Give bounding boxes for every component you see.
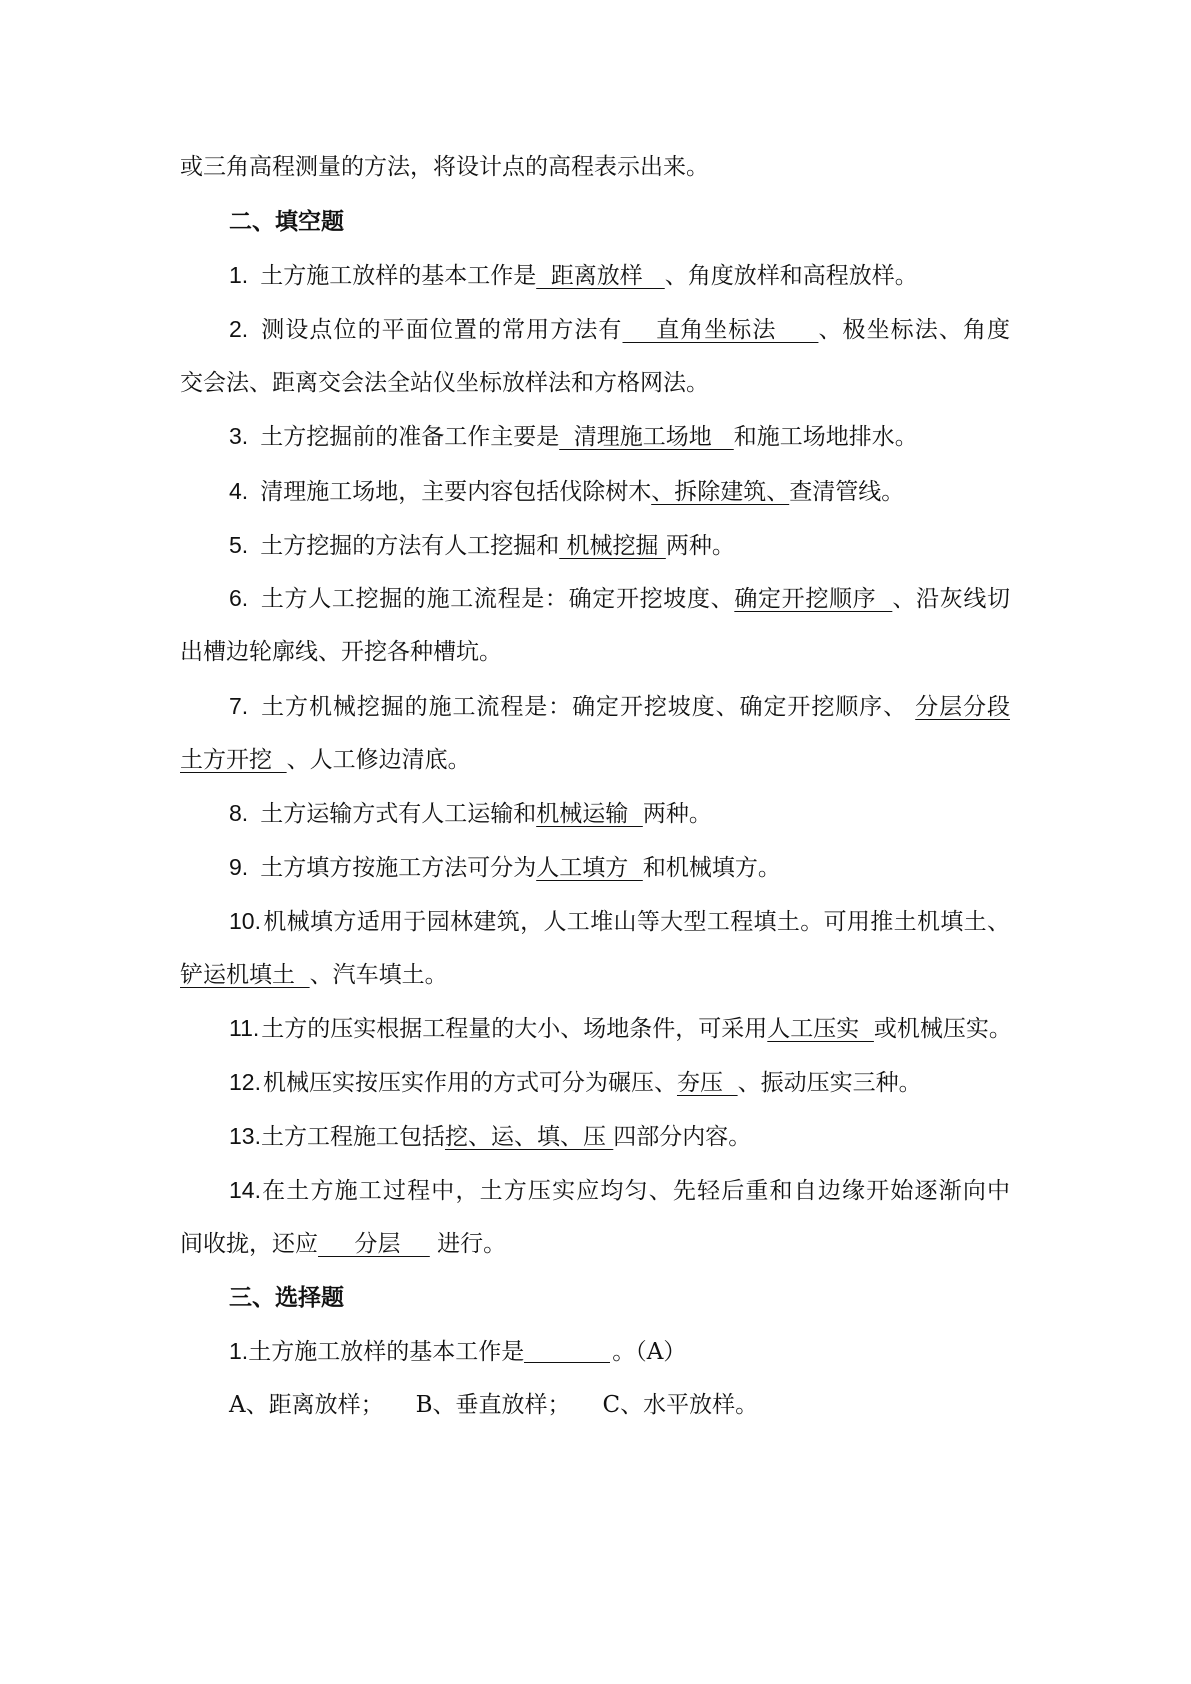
question-number: 1. xyxy=(229,262,249,288)
question-text: 在土方施工过程中，土方压实应均匀、先轻后重和自边缘开始逐渐向中 xyxy=(260,1178,1010,1204)
question-text-tail: 、沿灰线切 xyxy=(892,586,1011,612)
question-number: 14. xyxy=(229,1177,261,1203)
question-6-continuation: 出槽边轮廓线、开挖各种槽坑。 xyxy=(180,639,502,665)
question-8 xyxy=(229,798,1010,828)
question-2 xyxy=(229,314,1010,344)
answer-underlined: 人工压实 xyxy=(767,1016,874,1042)
question-text: 土方人工挖掘的施工流程是：确定开挖坡度、 xyxy=(260,586,735,612)
question-11 xyxy=(229,1013,1010,1043)
choice-options xyxy=(229,1390,1010,1420)
choice-question-1 xyxy=(229,1336,1010,1366)
question-10-continuation xyxy=(180,960,1010,990)
question-text-tail: 、角度放样和高程放样。 xyxy=(664,263,918,289)
answer-underlined: 直角坐标法 xyxy=(622,317,819,343)
question-text-tail: 进行。 xyxy=(429,1231,507,1257)
question-number: 3. xyxy=(229,423,249,449)
question-text-tail: 。（A） xyxy=(612,1339,687,1365)
question-14-continuation xyxy=(180,1229,1010,1259)
question-number: 1. xyxy=(229,1338,249,1364)
question-text: 土方挖掘前的准备工作主要是 xyxy=(260,424,560,450)
answer-underlined: 土方开挖 xyxy=(180,747,287,773)
question-text-tail: 或机械压实。 xyxy=(873,1016,1012,1042)
question-14 xyxy=(229,1175,1010,1205)
answer-underlined: 人工填方 xyxy=(536,855,643,881)
answer-underlined: 铲运机填土 xyxy=(180,962,310,988)
question-number: 12. xyxy=(229,1069,261,1095)
section-2-heading: 二、填空题 xyxy=(229,209,344,235)
question-1 xyxy=(229,260,1010,290)
question-text: 清理施工场地，主要内容包括伐除树木 xyxy=(260,479,652,505)
answer-underlined: 、拆除建筑、 xyxy=(651,479,790,505)
question-text-tail: 四部分内容。 xyxy=(613,1124,752,1150)
question-number: 8. xyxy=(229,800,249,826)
question-text-tail: 查清管线。 xyxy=(789,479,905,505)
question-number: 2. xyxy=(229,316,249,342)
answer-underlined: 分层分段 xyxy=(915,694,1010,720)
question-number: 10. xyxy=(229,908,261,934)
question-10 xyxy=(229,906,1010,936)
option-a: A、距离放样； xyxy=(229,1392,384,1418)
question-text-tail: 、振动压实三种。 xyxy=(737,1070,922,1096)
question-4 xyxy=(229,476,1010,506)
section-3-heading: 三、选择题 xyxy=(229,1285,344,1311)
answer-blank xyxy=(524,1340,610,1363)
answer-underlined: 分层 xyxy=(318,1231,430,1257)
answer-underlined: 夯压 xyxy=(676,1070,738,1096)
question-text: 机械填方适用于园林建筑，人工堆山等大型工程填土。可用推土机填土、 xyxy=(262,909,1010,935)
question-text-tail: 和施工场地排水。 xyxy=(733,424,918,450)
question-text-tail: 两种。 xyxy=(642,801,712,827)
option-c: C、水平放样。 xyxy=(602,1392,759,1418)
question-text: 土方的压实根据工程量的大小、场地条件，可采用 xyxy=(261,1016,768,1042)
option-b: B、垂直放样； xyxy=(415,1392,571,1418)
question-text-tail: 、人工修边清底。 xyxy=(286,747,471,773)
question-5 xyxy=(229,530,1010,560)
question-text: 土方工程施工包括 xyxy=(260,1124,445,1150)
question-number: 5. xyxy=(229,532,249,558)
question-text: 土方运输方式有人工运输和 xyxy=(260,801,537,827)
question-text: 土方挖掘的方法有人工挖掘和 xyxy=(260,533,560,559)
question-number: 13. xyxy=(229,1123,261,1149)
question-text: 土方施工放样的基本工作是 xyxy=(248,1339,525,1365)
question-9 xyxy=(229,852,1010,882)
answer-underlined: 挖、运、填、压 xyxy=(444,1124,614,1150)
question-13 xyxy=(229,1121,1010,1151)
question-text-tail: 、极坐标法、角度 xyxy=(818,317,1011,343)
question-number: 11. xyxy=(229,1015,260,1041)
question-text-tail: 、汽车填土。 xyxy=(309,962,448,988)
question-3 xyxy=(229,421,1010,451)
question-text: 土方填方按施工方法可分为 xyxy=(260,855,537,881)
question-12 xyxy=(229,1067,1010,1097)
question-number: 4. xyxy=(229,478,249,504)
question-text-tail: 两种。 xyxy=(665,533,735,559)
question-number: 9. xyxy=(229,854,249,880)
question-7 xyxy=(229,691,1010,721)
answer-underlined: 机械挖掘 xyxy=(559,533,666,559)
question-number: 7. xyxy=(229,693,249,719)
answer-underlined: 距离放样 xyxy=(536,263,665,289)
intro-line: 或三角高程测量的方法，将设计点的高程表示出来。 xyxy=(180,154,709,180)
question-text: 间收拢，还应 xyxy=(180,1231,318,1257)
question-text: 测设点位的平面位置的常用方法有 xyxy=(260,317,623,343)
question-text: 土方机械挖掘的施工流程是：确定开挖坡度、确定开挖顺序、 xyxy=(260,694,916,720)
question-number: 6. xyxy=(229,585,249,611)
question-text-tail: 和机械填方。 xyxy=(642,855,781,881)
question-text: 机械压实按压实作用的方式可分为碾压、 xyxy=(262,1070,677,1096)
question-7-continuation xyxy=(180,745,1010,775)
answer-underlined: 机械运输 xyxy=(536,801,643,827)
answer-underlined: 清理施工场地 xyxy=(559,424,734,450)
answer-underlined: 确定开挖顺序 xyxy=(734,586,893,612)
question-2-continuation: 交会法、距离交会法全站仪坐标放样法和方格网法。 xyxy=(180,370,709,396)
question-text: 土方施工放样的基本工作是 xyxy=(260,263,537,289)
question-6 xyxy=(229,583,1010,613)
